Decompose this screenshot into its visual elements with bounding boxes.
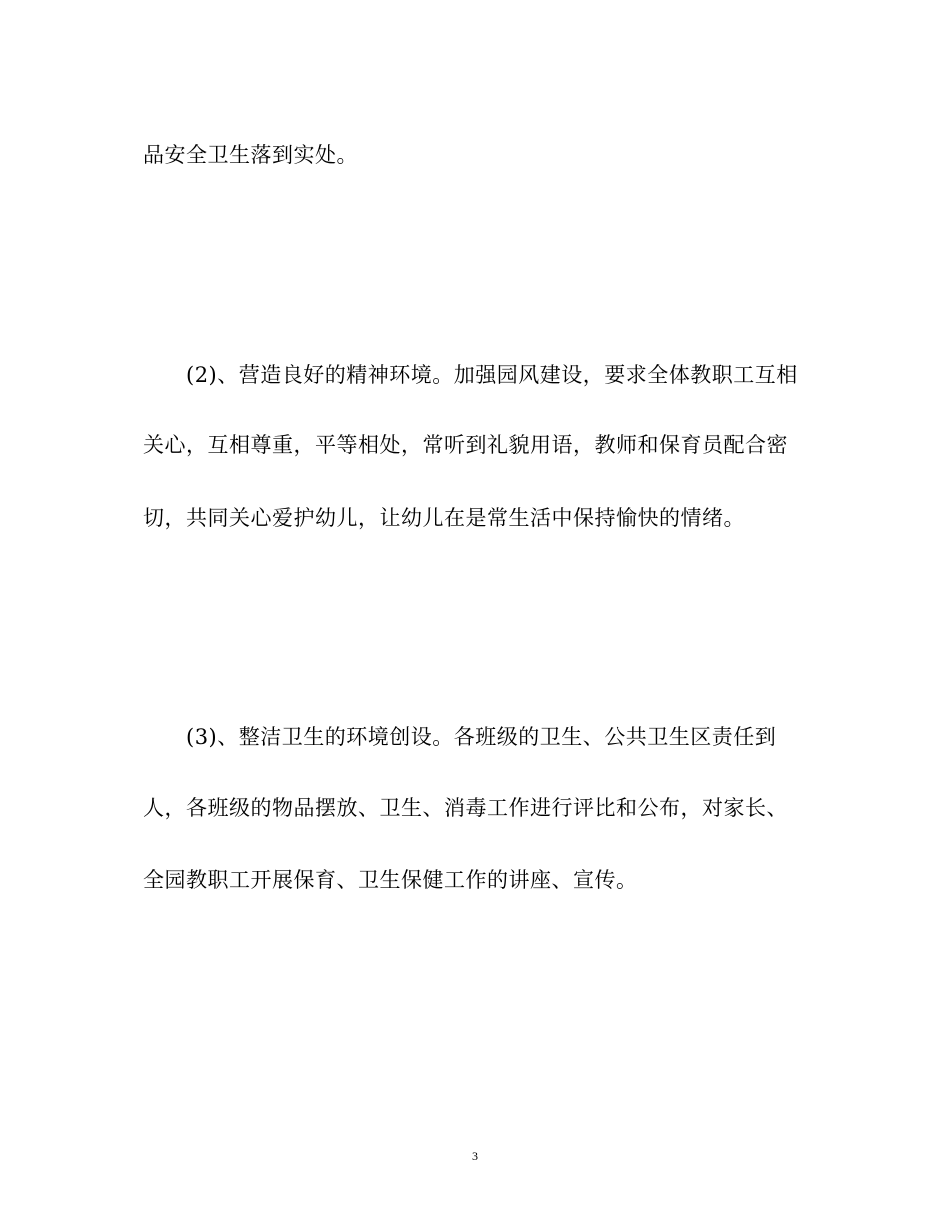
paragraph-line: 切，共同关心爱护幼儿，让幼儿在是常生活中保持愉快的情绪。	[143, 506, 745, 530]
paragraph-line: (2)、营造良好的精神环境。加强园风建设，要求全体教职工互相	[186, 363, 798, 387]
continuation-line: 品安全卫生落到实处。	[143, 143, 358, 167]
paragraph-line: 全园教职工开展保育、卫生保健工作的讲座、宣传。	[143, 868, 638, 892]
paragraph-line: (3)、整洁卫生的环境创设。各班级的卫生、公共卫生区责任到	[186, 725, 777, 749]
paragraph-line: 人，各班级的物品摆放、卫生、消毒工作进行评比和公布，对家长、	[143, 796, 788, 820]
paragraph-line: 关心，互相尊重，平等相处，常听到礼貌用语，教师和保育员配合密	[143, 433, 788, 457]
page-number: 3	[472, 1149, 478, 1163]
